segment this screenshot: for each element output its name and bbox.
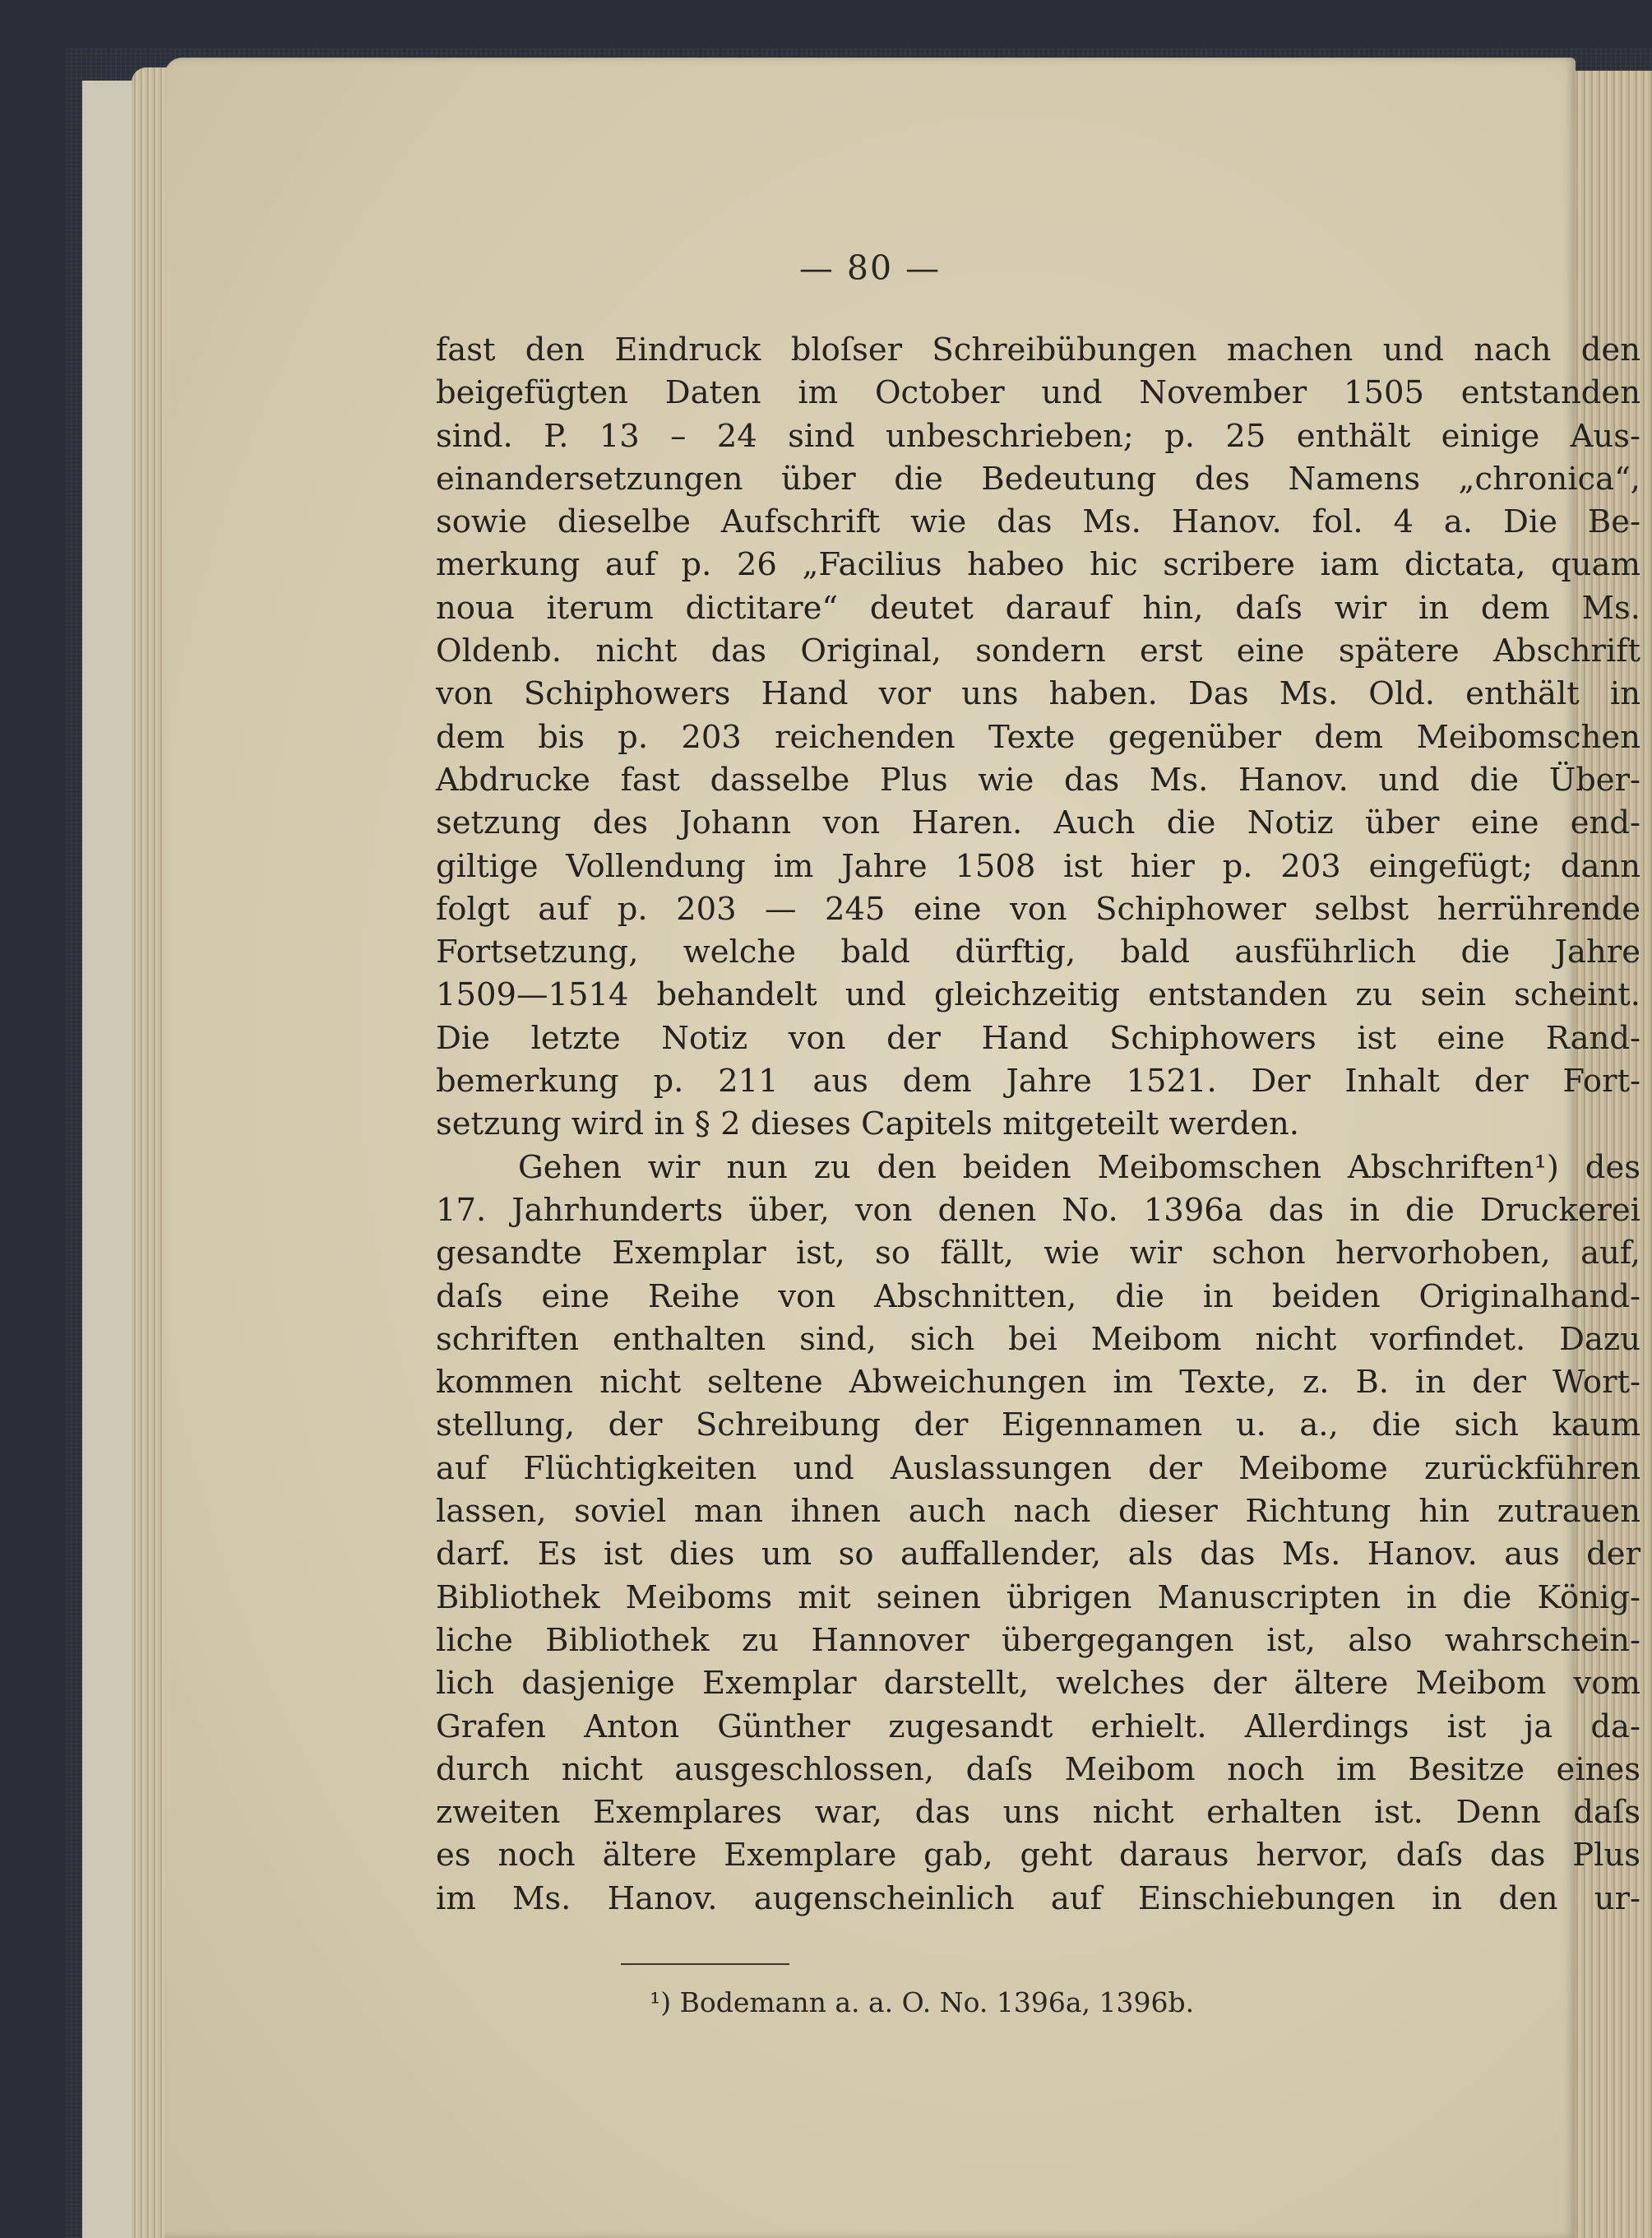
text-line: setzung des Johann von Haren. Auch die Notiz über eine end- [436, 804, 1640, 842]
text-line: auf Flüchtigkeiten und Auslassungen der Meibome zurückführen [436, 1449, 1640, 1487]
body-text [436, 329, 1640, 1921]
text-line: noua iterum dictitare“ deutet darauf hin, daſs wir in dem Ms. [436, 589, 1640, 627]
text-line: Gehen wir nun zu den beiden Meibomschen Abschriften¹) des [518, 1148, 1640, 1186]
footnote-divider [621, 1963, 789, 1965]
text-line: darf. Es ist dies um so auffallender, als das Ms. Hanov. aus der [436, 1536, 1640, 1573]
text-line: Fortsetzung, welche bald dürftig, bald ausführlich die Jahre [436, 934, 1640, 971]
text-line: durch nicht ausgeschlossen, daſs Meibom noch im Besitze eines [436, 1750, 1640, 1788]
text-line: Abdrucke fast dasselbe Plus wie das Ms. Hanov. und die Über- [436, 761, 1640, 799]
text-line: es noch ältere Exemplare gab, geht daraus hervor, daſs das Plus [436, 1837, 1640, 1874]
text-line: kommen nicht seltene Abweichungen im Texte, z. B. in der Wort- [436, 1364, 1640, 1402]
text-line: daſs eine Reihe von Abschnitten, die in beiden Originalhand- [436, 1277, 1640, 1315]
text-line: gesandte Exemplar ist, so fällt, wie wir schon hervorhoben, auf, [436, 1235, 1640, 1272]
text-line: bemerkung p. 211 aus dem Jahre 1521. Der Inhalt der Fort- [436, 1063, 1640, 1100]
text-line: Bibliothek Meiboms mit seinen übrigen Manuscripten in die König- [436, 1578, 1640, 1616]
text-line: im Ms. Hanov. augenscheinlich auf Einschiebungen in den ur- [436, 1879, 1640, 1917]
text-line: 17. Jahrhunderts über, von denen No. 1396a das in die Druckerei [436, 1191, 1640, 1229]
text-line: Grafen Anton Günther zugesandt erhielt. Allerdings ist ja da- [436, 1707, 1640, 1745]
text-line: merkung auf p. 26 „Facilius habeo hic scribere iam dictata, quam [436, 546, 1640, 584]
text-line: lassen, soviel man ihnen auch nach dieser Richtung hin zutrauen [436, 1493, 1640, 1531]
text-line: beigefügten Daten im October und November 1505 entstanden [436, 374, 1640, 412]
text-line: dem bis p. 203 reichenden Texte gegenüber dem Meibomschen [436, 718, 1640, 756]
text-line: sind. P. 13 – 24 sind unbeschrieben; p. 25 enthält einige Aus- [436, 417, 1640, 455]
page-number-header: — 80 — [798, 248, 942, 288]
footnote: ¹) Bodemann a. a. O. No. 1396a, 1396b. [650, 1986, 1195, 2018]
text-line: schriften enthalten sind, sich bei Meibom nicht vorfindet. Dazu [436, 1320, 1640, 1358]
text-line: folgt auf p. 203 — 245 eine von Schiphower selbst herrührende [436, 890, 1640, 928]
text-line: lich dasjenige Exemplar darstellt, welches der ältere Meibom vom [436, 1665, 1640, 1703]
text-line: von Schiphowers Hand vor uns haben. Das Ms. Old. enthält in [436, 675, 1640, 713]
text-line: 1509—1514 behandelt und gleichzeitig entstanden zu sein scheint. [436, 976, 1640, 1014]
text-line: sowie dieselbe Aufschrift wie das Ms. Hanov. fol. 4 a. Die Be- [436, 503, 1640, 541]
book-page [164, 58, 1640, 2238]
text-line: giltige Vollendung im Jahre 1508 ist hier p. 203 eingefügt; dann [436, 847, 1640, 885]
text-line: zweiten Exemplares war, das uns nicht erhalten ist. Denn daſs [436, 1794, 1640, 1832]
text-line: Die letzte Notiz von der Hand Schiphowers ist eine Rand- [436, 1019, 1640, 1057]
text-line: einandersetzungen über die Bedeutung des Namens „chronica“, [436, 460, 1640, 498]
text-line: liche Bibliothek zu Hannover übergegangen ist, also wahrschein- [436, 1621, 1640, 1659]
text-line: stellung, der Schreibung der Eigennamen u. a., die sich kaum [436, 1406, 1640, 1444]
text-line: fast den Eindruck bloſser Schreibübungen machen und nach den [436, 331, 1640, 368]
text-line: setzung wird in § 2 dieses Capitels mitgeteilt werden. [436, 1105, 1300, 1143]
text-line: Oldenb. nicht das Original, sondern erst eine spätere Abschrift [436, 632, 1640, 670]
